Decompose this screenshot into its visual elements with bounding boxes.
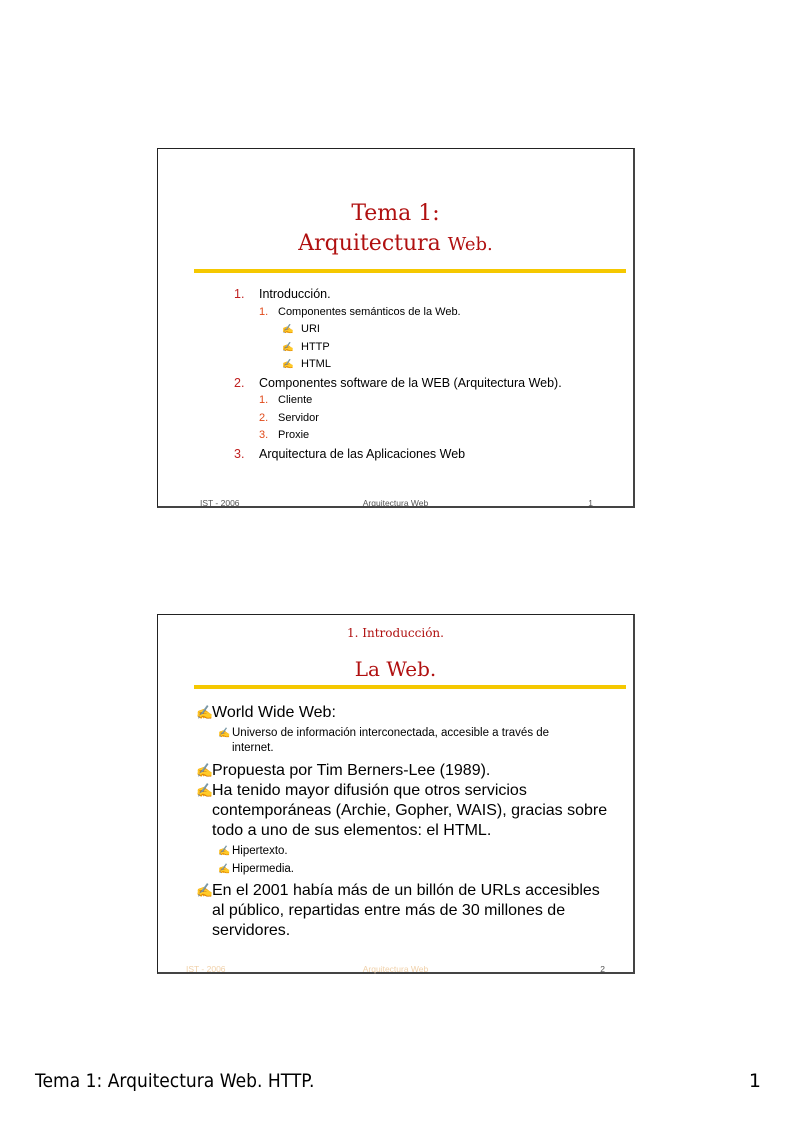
- slide-title-line1: Tema 1:: [351, 201, 440, 226]
- item-text: Arquitectura de las Aplicaciones Web: [259, 447, 466, 461]
- section-heading: 1. Introducción.: [347, 626, 444, 640]
- sub-bullet-item: [218, 844, 288, 859]
- item-text: Introducción.: [259, 287, 331, 301]
- bullet-text: todo a uno de sus elementos: el HTML.: [212, 822, 492, 839]
- bullet-item: [196, 703, 336, 723]
- footer-left: IST - 2006: [200, 498, 240, 508]
- item-text: Cliente: [278, 394, 313, 406]
- item-number: 3.: [234, 447, 245, 461]
- bullet-text: servidores.: [212, 922, 291, 939]
- slide-title-line2: [158, 231, 633, 256]
- outline-item: [234, 447, 465, 461]
- item-text: HTTP: [301, 341, 330, 353]
- sub-bullet-item: [218, 726, 549, 756]
- item-text: Servidor: [278, 412, 319, 424]
- bullet-text: al público, repartidas entre más de 30 millones de: [212, 902, 566, 919]
- outline-subitem: [259, 306, 461, 318]
- pen-writing-icon: ✍: [218, 846, 231, 857]
- sub-bullet-item: [218, 862, 294, 877]
- item-text: URI: [301, 323, 320, 335]
- title-divider: [194, 269, 626, 273]
- footer-page-number: 2: [600, 964, 605, 974]
- pen-writing-icon: ✍: [218, 864, 231, 875]
- document-footer-title: Tema 1: Arquitectura Web. HTTP.: [35, 1070, 315, 1092]
- item-text: Proxie: [278, 429, 310, 441]
- pen-writing-icon: ✍: [196, 763, 213, 778]
- bullet-text: internet.: [232, 742, 274, 754]
- item-number: 3.: [259, 429, 269, 441]
- outline-item: [234, 287, 331, 301]
- pen-writing-icon: ✍: [196, 783, 213, 798]
- outline-subsubitem: [282, 358, 331, 370]
- bullet-text: Universo de información interconectada, accesible a través de: [232, 727, 550, 739]
- outline-subsubitem: [282, 341, 330, 353]
- document-page-number: 1: [748, 1070, 761, 1092]
- slide-1: [157, 148, 635, 508]
- bullet-text: Ha tenido mayor difusión que otros servicios: [212, 782, 527, 799]
- pen-writing-icon: ✍: [196, 883, 213, 898]
- item-number: 1.: [259, 306, 269, 318]
- footer-center: Arquitectura Web: [362, 498, 429, 508]
- bullet-text: Hipermedia.: [232, 863, 294, 875]
- bullet-item: [196, 781, 607, 841]
- title-main: Arquitectura: [298, 231, 441, 256]
- title-divider: [194, 685, 626, 689]
- item-number: 1.: [259, 394, 269, 406]
- outline-subitem: [259, 412, 319, 424]
- title-small: Web.: [447, 234, 493, 255]
- outline-subitem: [259, 429, 309, 441]
- bullet-text: contemporáneas (Archie, Gopher, WAIS), gracias sobre: [212, 802, 608, 819]
- item-number: 2.: [259, 412, 269, 424]
- bullet-text: Propuesta por Tim Berners-Lee (1989).: [212, 762, 491, 779]
- bullet-text: En el 2001 había más de un billón de URLs accesibles: [212, 882, 600, 899]
- pen-writing-icon: ✍: [196, 705, 213, 720]
- bullet-text: World Wide Web:: [212, 704, 336, 721]
- item-text: HTML: [301, 358, 331, 370]
- item-text: Componentes software de la WEB (Arquitectura Web).: [259, 376, 562, 390]
- item-number: 2.: [234, 376, 245, 390]
- bullet-item: [196, 761, 490, 781]
- slide-title: La Web.: [354, 657, 437, 681]
- bullet-item: [196, 881, 600, 941]
- footer-left: IST - 2006: [186, 964, 226, 974]
- outline-subitem: [259, 394, 312, 406]
- bullet-text: Hipertexto.: [232, 845, 288, 857]
- outline-subsubitem: [282, 323, 320, 335]
- outline-item: [234, 376, 562, 390]
- slide-2: [157, 614, 635, 974]
- pen-writing-icon: ✍: [282, 359, 294, 369]
- pen-writing-icon: ✍: [218, 728, 231, 739]
- pen-writing-icon: ✍: [282, 342, 294, 352]
- pen-writing-icon: ✍: [282, 324, 294, 334]
- item-number: 1.: [234, 287, 245, 301]
- footer-page-number: 1: [588, 498, 593, 508]
- item-text: Componentes semánticos de la Web.: [278, 306, 461, 318]
- footer-center: Arquitectura Web: [362, 964, 429, 974]
